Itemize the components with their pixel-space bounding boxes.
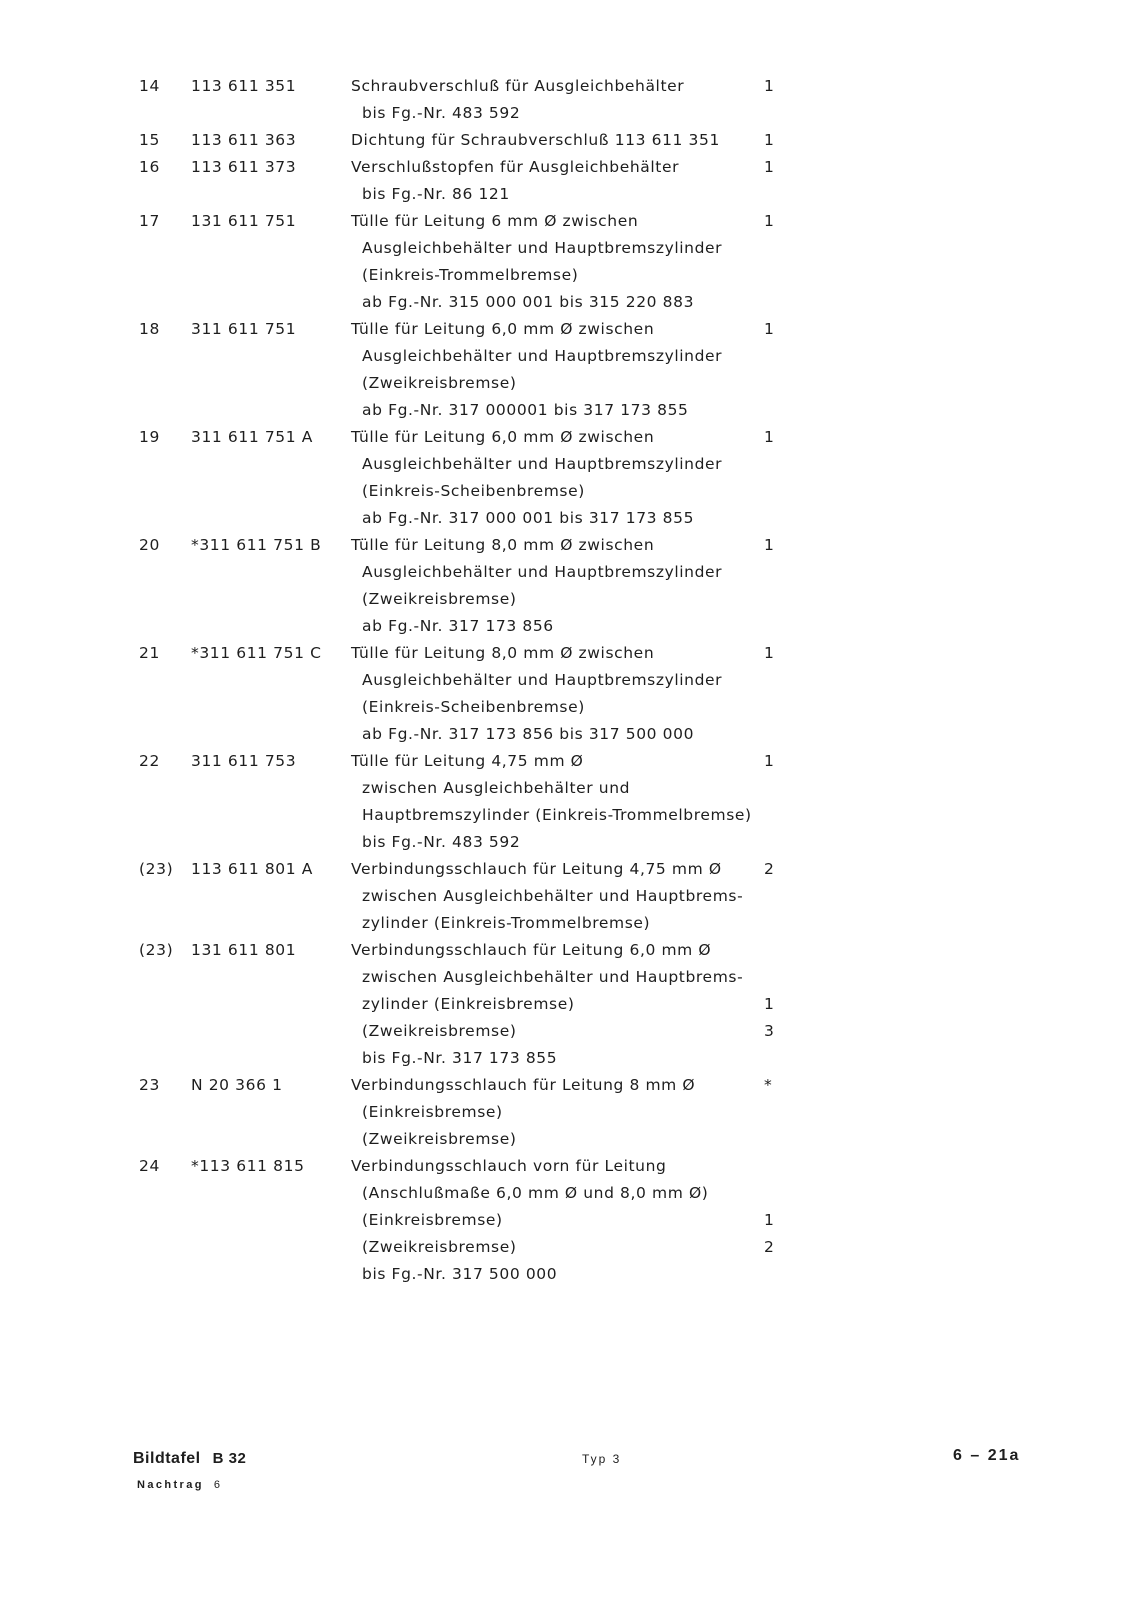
position-number: 20 (139, 536, 160, 554)
part-description: Verschlußstopfen für Ausgleichbehälter (351, 158, 680, 176)
part-row-continuation (139, 1209, 799, 1236)
quantity: 2 (764, 860, 775, 878)
part-description: ab Fg.-Nr. 317 000 001 bis 317 173 855 (362, 509, 695, 527)
part-description: Tülle für Leitung 6 mm Ø zwischen (351, 212, 639, 230)
position-number: (23) (139, 941, 174, 959)
part-description: Ausgleichbehälter und Hauptbremszylinder (362, 239, 723, 257)
part-row (139, 642, 799, 669)
part-number: *311 611 751 C (191, 644, 322, 662)
part-description: (Zweikreisbremse) (362, 374, 517, 392)
part-row-continuation (139, 804, 799, 831)
part-number: 113 611 351 (191, 77, 297, 95)
part-row-continuation (139, 966, 799, 993)
position-number: 21 (139, 644, 160, 662)
quantity: 2 (764, 1238, 775, 1256)
part-row-continuation (139, 1020, 799, 1047)
part-row-continuation (139, 399, 799, 426)
position-number: 24 (139, 1157, 160, 1175)
part-number: 113 611 363 (191, 131, 297, 149)
quantity: 1 (764, 212, 775, 230)
part-row-continuation (139, 372, 799, 399)
part-number: 131 611 801 (191, 941, 297, 959)
part-row (139, 210, 799, 237)
part-row-continuation (139, 831, 799, 858)
part-row (139, 318, 799, 345)
part-number: 311 611 751 (191, 320, 297, 338)
part-row (139, 129, 799, 156)
part-description: Verbindungsschlauch vorn für Leitung (351, 1157, 667, 1175)
part-row (139, 75, 799, 102)
part-row (139, 156, 799, 183)
part-description: (Zweikreisbremse) (362, 1130, 517, 1148)
part-row-continuation (139, 102, 799, 129)
part-number: 113 611 373 (191, 158, 297, 176)
plate-label: Bildtafel (133, 1450, 201, 1467)
part-row-continuation (139, 885, 799, 912)
part-description: zylinder (Einkreis-Trommelbremse) (362, 914, 651, 932)
part-row-continuation (139, 993, 799, 1020)
part-row (139, 939, 799, 966)
position-number: 14 (139, 77, 160, 95)
plate-reference (133, 1450, 246, 1468)
part-row-continuation (139, 507, 799, 534)
part-row (139, 858, 799, 885)
part-row-continuation (139, 1047, 799, 1074)
part-number: 113 611 801 A (191, 860, 313, 878)
part-row-continuation (139, 1101, 799, 1128)
part-row (139, 750, 799, 777)
part-description: bis Fg.-Nr. 317 500 000 (362, 1265, 558, 1283)
part-description: (Zweikreisbremse) (362, 590, 517, 608)
part-description: Tülle für Leitung 6,0 mm Ø zwischen (351, 428, 655, 446)
part-description: Verbindungsschlauch für Leitung 4,75 mm Ø (351, 860, 722, 878)
position-number: 16 (139, 158, 160, 176)
part-description: bis Fg.-Nr. 317 173 855 (362, 1049, 558, 1067)
position-number: 18 (139, 320, 160, 338)
part-row-continuation (139, 1128, 799, 1155)
part-row-continuation (139, 696, 799, 723)
part-number: 311 611 751 A (191, 428, 313, 446)
part-description: (Einkreis-Scheibenbremse) (362, 482, 585, 500)
page-number: 6 – 21a (953, 1447, 1021, 1464)
quantity: 1 (764, 320, 775, 338)
part-description: Schraubverschluß für Ausgleichbehälter (351, 77, 685, 95)
part-description: zylinder (Einkreisbremse) (362, 995, 575, 1013)
part-row-continuation (139, 480, 799, 507)
part-description: bis Fg.-Nr. 483 592 (362, 833, 521, 851)
part-number: N 20 366 1 (191, 1076, 283, 1094)
quantity: 1 (764, 1211, 775, 1229)
parts-list (139, 75, 799, 1290)
part-row-continuation (139, 588, 799, 615)
part-description: (Zweikreisbremse) (362, 1238, 517, 1256)
part-number: 311 611 753 (191, 752, 297, 770)
part-number: *113 611 815 (191, 1157, 305, 1175)
part-description: Tülle für Leitung 8,0 mm Ø zwischen (351, 536, 655, 554)
part-description: Ausgleichbehälter und Hauptbremszylinder (362, 563, 723, 581)
quantity: 1 (764, 752, 775, 770)
position-number: 19 (139, 428, 160, 446)
quantity: 1 (764, 536, 775, 554)
supplement-label: Nachtrag (137, 1479, 204, 1491)
part-description: Hauptbremszylinder (Einkreis-Trommelbremse) (362, 806, 752, 824)
position-number: (23) (139, 860, 174, 878)
plate-number: B 32 (212, 1450, 247, 1467)
part-description: (Einkreis-Trommelbremse) (362, 266, 579, 284)
part-description: (Einkreisbremse) (362, 1211, 503, 1229)
quantity: 1 (764, 428, 775, 446)
quantity: * (764, 1076, 773, 1094)
part-row (139, 1074, 799, 1101)
part-description: Verbindungsschlauch für Leitung 6,0 mm Ø (351, 941, 712, 959)
part-row-continuation (139, 453, 799, 480)
part-description: Ausgleichbehälter und Hauptbremszylinder (362, 455, 723, 473)
part-row-continuation (139, 345, 799, 372)
part-row-continuation (139, 183, 799, 210)
part-description: (Einkreis-Scheibenbremse) (362, 698, 585, 716)
quantity: 3 (764, 1022, 775, 1040)
supplement-reference (137, 1479, 222, 1491)
vehicle-type: Typ 3 (582, 1452, 622, 1466)
part-row-continuation (139, 264, 799, 291)
part-row-continuation (139, 1263, 799, 1290)
part-description: Dichtung für Schraubverschluß 113 611 351 (351, 131, 720, 149)
part-description: bis Fg.-Nr. 483 592 (362, 104, 521, 122)
quantity: 1 (764, 644, 775, 662)
part-description: (Anschlußmaße 6,0 mm Ø und 8,0 mm Ø) (362, 1184, 709, 1202)
quantity: 1 (764, 995, 775, 1013)
position-number: 22 (139, 752, 160, 770)
part-description: Verbindungsschlauch für Leitung 8 mm Ø (351, 1076, 696, 1094)
part-row (139, 1155, 799, 1182)
part-description: ab Fg.-Nr. 317 173 856 bis 317 500 000 (362, 725, 695, 743)
part-description: ab Fg.-Nr. 317 000001 bis 317 173 855 (362, 401, 689, 419)
part-description: zwischen Ausgleichbehälter und Hauptbrems- (362, 968, 744, 986)
part-description: (Zweikreisbremse) (362, 1022, 517, 1040)
part-row-continuation (139, 237, 799, 264)
part-number: *311 611 751 B (191, 536, 322, 554)
part-description: (Einkreisbremse) (362, 1103, 503, 1121)
part-description: ab Fg.-Nr. 315 000 001 bis 315 220 883 (362, 293, 695, 311)
part-row-continuation (139, 291, 799, 318)
part-description: Tülle für Leitung 8,0 mm Ø zwischen (351, 644, 655, 662)
supplement-number: 6 (213, 1479, 223, 1491)
part-description: zwischen Ausgleichbehälter und Hauptbrems- (362, 887, 744, 905)
part-row (139, 426, 799, 453)
part-row-continuation (139, 1182, 799, 1209)
part-description: Tülle für Leitung 6,0 mm Ø zwischen (351, 320, 655, 338)
quantity: 1 (764, 158, 775, 176)
position-number: 15 (139, 131, 160, 149)
part-row-continuation (139, 1236, 799, 1263)
part-row (139, 534, 799, 561)
position-number: 17 (139, 212, 160, 230)
part-description: Ausgleichbehälter und Hauptbremszylinder (362, 347, 723, 365)
part-row-continuation (139, 669, 799, 696)
part-description: bis Fg.-Nr. 86 121 (362, 185, 510, 203)
part-row-continuation (139, 723, 799, 750)
part-row-continuation (139, 615, 799, 642)
part-description: Tülle für Leitung 4,75 mm Ø (351, 752, 584, 770)
part-number: 131 611 751 (191, 212, 297, 230)
part-description: ab Fg.-Nr. 317 173 856 (362, 617, 554, 635)
part-row-continuation (139, 561, 799, 588)
part-description: Ausgleichbehälter und Hauptbremszylinder (362, 671, 723, 689)
position-number: 23 (139, 1076, 160, 1094)
quantity: 1 (764, 77, 775, 95)
quantity: 1 (764, 131, 775, 149)
part-row-continuation (139, 912, 799, 939)
part-row-continuation (139, 777, 799, 804)
part-description: zwischen Ausgleichbehälter und (362, 779, 631, 797)
